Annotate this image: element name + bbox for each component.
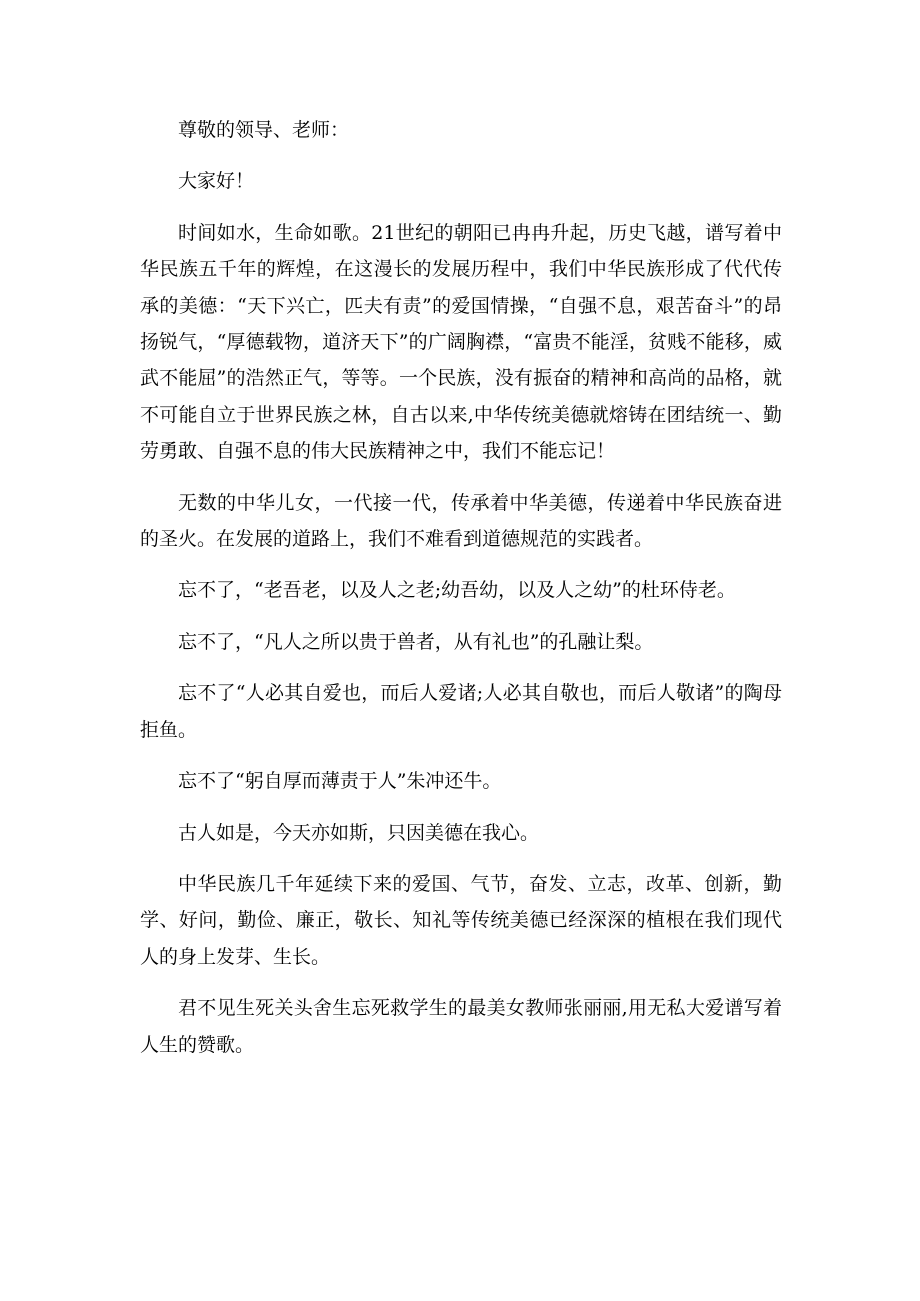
paragraph-intro: 时间如水，生命如歌。21世纪的朝阳已冉冉升起，历史飞越，谱写着中华民族五千年的辉煌，在这漫长的发展历程中，我们中华民族形成了代代传承的美德：“天下兴亡，匹夫有责”的爱国情操，“自强不息，艰苦奋斗”的昂扬锐气，“厚德载物，道济天下”的广阔胸襟，“富贵不能淫，贫贱不能移，威武不能屈”的浩然正气，等等。一个民族，没有振奋的精神和高尚的品格，就不可能自立于世界民族之林，自古以来,中华传统美德就熔铸在团结统一、勤劳勇敢、自强不息的伟大民族精神之中，我们不能忘记！	[140, 221, 782, 463]
paragraph-virtues: 中华民族几千年延续下来的爱国、气节，奋发、立志，改革、创新，勤学、好问，勤俭、廉正，敬长、知礼等传统美德已经深深的植根在我们现代人的身上发芽、生长。	[140, 872, 782, 968]
paragraph-teacher: 君不见生死关头舍生忘死救学生的最美女教师张丽丽,用无私大爱谱写着人生的赞歌。	[140, 997, 782, 1056]
greeting: 大家好！	[178, 170, 255, 193]
paragraph-heirs: 无数的中华儿女，一代接一代，传承着中华美德，传递着中华民族奋进的圣火。在发展的道路上，我们不难看到道德规范的实践者。	[140, 491, 782, 551]
paragraph-du-huan: 忘不了，“老吾老，以及人之老;幼吾幼，以及人之幼”的杜环侍老。	[178, 579, 736, 602]
speech-body	[140, 112, 782, 1078]
paragraph-tao-mu: 忘不了“人必其自爱也，而后人爱诸;人必其自敬也，而后人敬诸”的陶母拒鱼。	[140, 682, 782, 741]
paragraph-zhu-chong: 忘不了“躬自厚而薄责于人”朱冲还牛。	[178, 770, 502, 793]
paragraph-ancients: 古人如是，今天亦如斯，只因美德在我心。	[178, 821, 540, 844]
paragraph-kong-rong: 忘不了，“凡人之所以贵于兽者，从有礼也”的孔融让梨。	[178, 630, 654, 653]
salutation: 尊敬的领导、老师：	[178, 119, 350, 141]
